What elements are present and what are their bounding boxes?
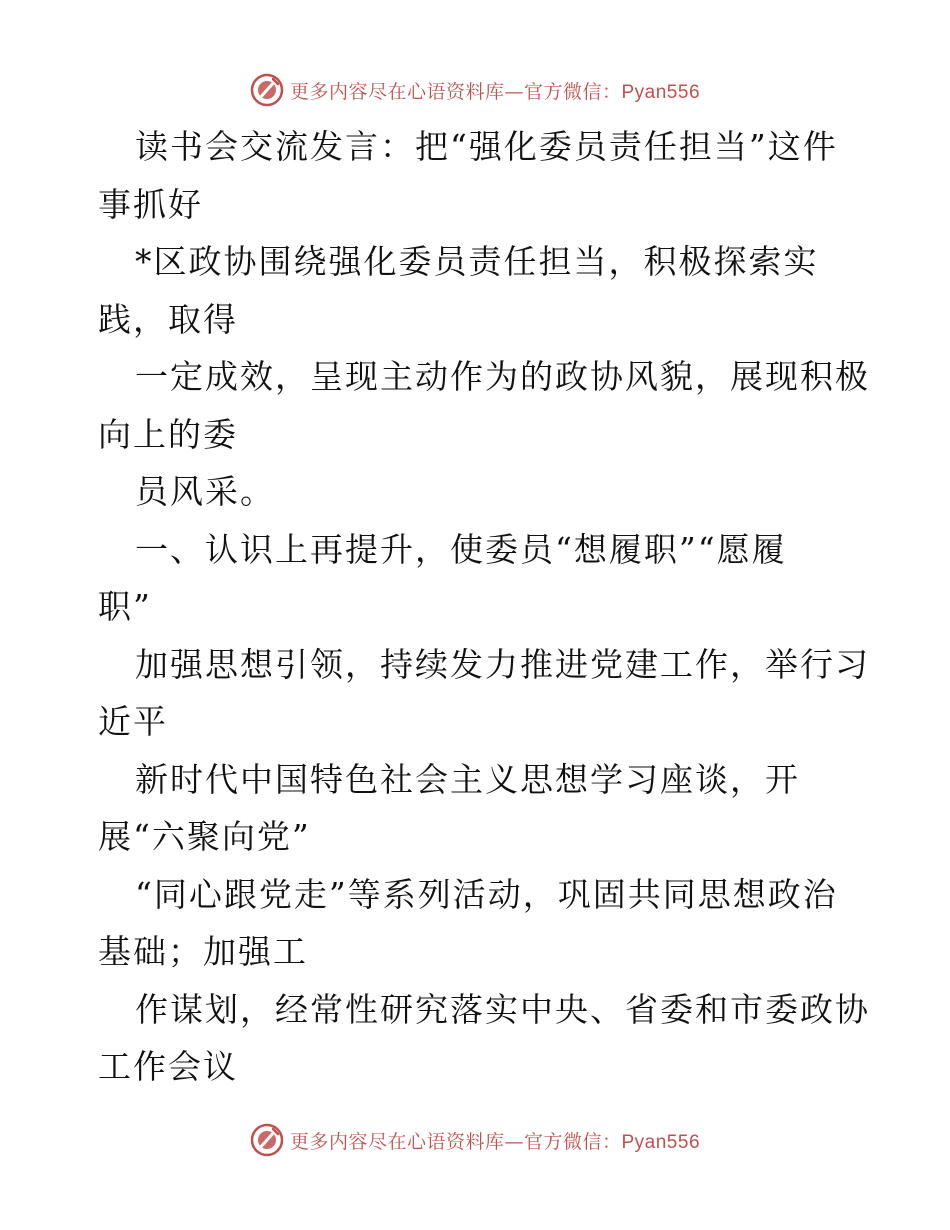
banner-wechat-id: Pyan556	[621, 81, 701, 103]
logo-icon	[250, 73, 284, 107]
body-line: 向上的委	[98, 414, 238, 454]
body-line: 作谋划，经常性研究落实中央、省委和市委政协	[135, 989, 870, 1029]
banner-suffix: 官方微信：	[523, 1130, 622, 1153]
body-line: 近平	[98, 702, 168, 741]
body-line: 事抓好	[98, 184, 203, 224]
body-line: “同心跟党走”等系列活动，巩固共同思想政治	[135, 874, 838, 914]
banner-suffix: 官方微信：	[523, 80, 622, 103]
banner-wechat-id: Pyan556	[621, 1131, 701, 1153]
body-line: 读书会交流发言：把“强化委员责任担当”这件	[135, 127, 838, 166]
banner-text	[290, 77, 700, 104]
body-line: 一、认识上再提升，使委员“想履职”“愿履	[135, 529, 787, 569]
body-line: 加强思想引领，持续发力推进党建工作，举行习	[135, 644, 870, 684]
banner-title: 更多内容尽在心语资料库	[289, 1130, 505, 1153]
body-line: 工作会议	[98, 1047, 238, 1086]
banner-dash: —	[504, 1130, 524, 1153]
body-line: 员风采。	[135, 472, 275, 511]
header-banner	[0, 70, 950, 110]
banner-dash: —	[504, 80, 524, 103]
document-body	[98, 118, 868, 1096]
banner-title: 更多内容尽在心语资料库	[289, 80, 505, 103]
body-line: 新时代中国特色社会主义思想学习座谈，开	[135, 759, 800, 799]
body-line: 展“六聚向党”	[98, 817, 311, 856]
body-line: 职”	[98, 587, 152, 626]
body-line: 践，取得	[98, 299, 238, 339]
body-line: *区政协围绕强化委员责任担当，积极探索实	[135, 242, 819, 281]
banner-text	[290, 1127, 700, 1154]
body-line: 一定成效，呈现主动作为的政协风貌，展现积极	[135, 357, 870, 396]
body-line: 基础；加强工	[98, 932, 308, 971]
footer-banner	[0, 1120, 950, 1160]
logo-icon	[250, 1123, 284, 1157]
